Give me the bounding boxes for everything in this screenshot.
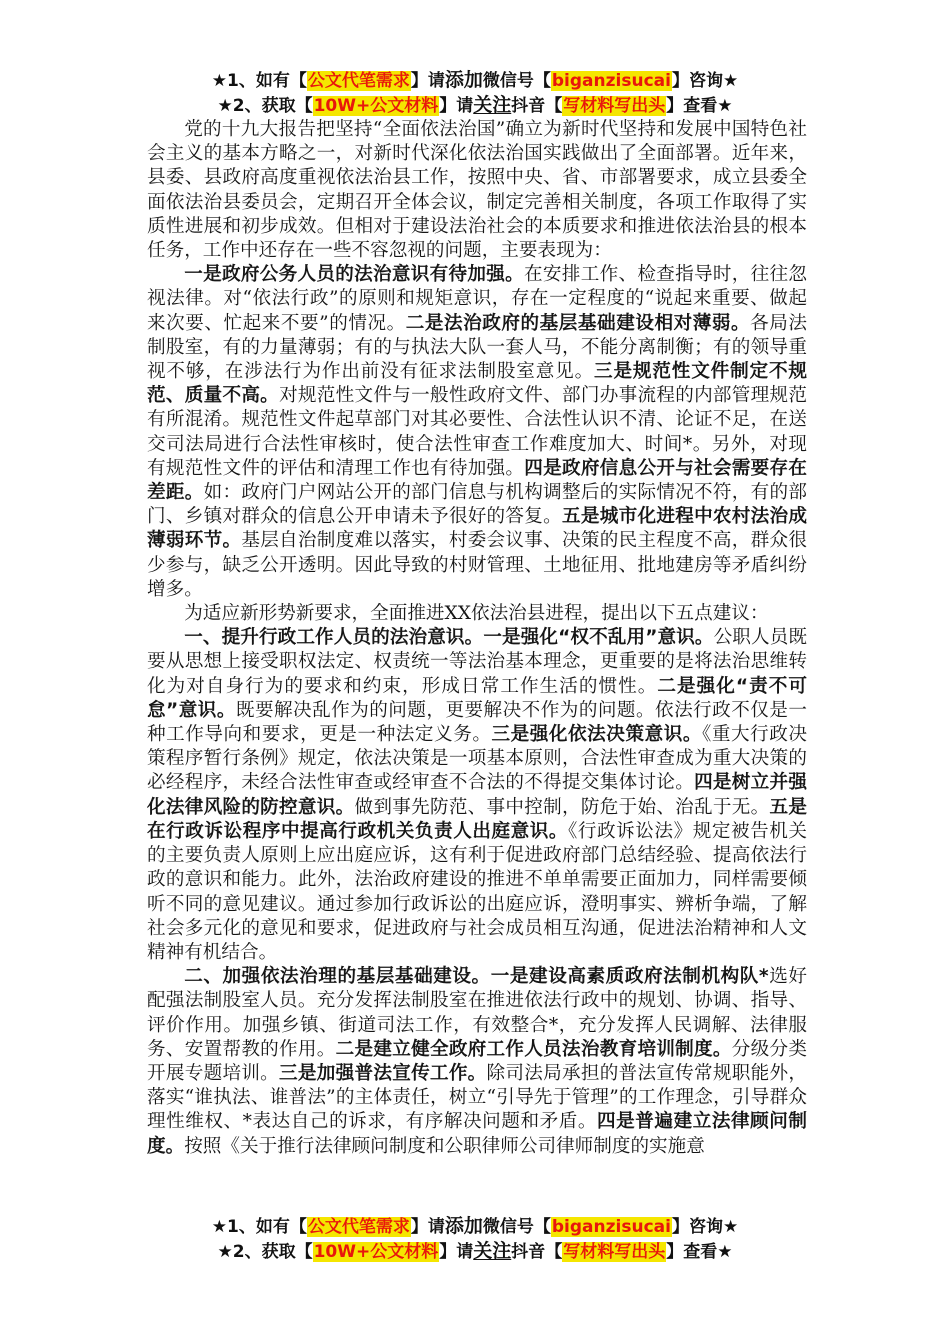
point-text: 做到事先防范、事中控制，防危于始、治乱于无。 bbox=[354, 796, 770, 818]
promo-emphasis: 关注 bbox=[473, 1240, 512, 1262]
point-heading: 四是树立并强化法律风险的防控意识。 bbox=[147, 772, 807, 818]
problem-heading: 五是城市化进程中农村法治成薄弱环节。 bbox=[147, 506, 807, 552]
promo-highlight: 10W+公文材料 bbox=[313, 1242, 439, 1262]
point-heading: 二是建立健全政府工作人员法治教育培训制度。 bbox=[335, 1038, 732, 1060]
point-heading: 四是普遍建立法律顾问制度。 bbox=[147, 1111, 807, 1157]
problem-heading: 三是规范性文件制定不规范、质量不高。 bbox=[147, 361, 807, 407]
point-text: 分级分类开展专题培训。 bbox=[147, 1038, 807, 1084]
problem-text: 各局法制股室，有的力量薄弱；有的与执法大队一套人马，不能分离制衡；有的领导重视不够，在涉法行为作出前没有征求法制股室意见。 bbox=[147, 312, 807, 383]
problem-heading: 四是政府信息公开与社会需要存在差距。 bbox=[147, 457, 807, 504]
promo-text: ★1、如有【 bbox=[211, 1217, 307, 1237]
promo-text: 】请 bbox=[439, 1242, 474, 1262]
promo-text: 】请 bbox=[439, 96, 474, 116]
suggestion-2-paragraph bbox=[147, 965, 807, 1159]
promo-highlight: 公文代笔需求 bbox=[307, 1217, 410, 1237]
point-text: 《行政诉讼法》规定被告机关的主要负责人原则上应出庭应诉，这有利于促进政府部门总结经验、提高依法行政的意识和能力。此外，法治政府建设的推进不单单需要正面加力，同样需要倾听不同的意见建议。通过参加行政诉讼的出庭应诉，澄明事实、辨析争端，了解社会多元化的意见和要求，促进政府与社会成员相互沟通，促进法治精神和人文精神有机结合。 bbox=[147, 820, 807, 963]
promo-text: 】咨询★ bbox=[671, 71, 739, 91]
problem-text: 基层自治制度难以落实，村委会议事、决策的民主程度不高，群众很少参与，缺乏公开透明。因此导致的村财管理、土地征用、批地建房等矛盾纠纷增多。 bbox=[147, 530, 807, 600]
problem-heading: 一是政府公务人员的法治意识有待加强。 bbox=[184, 264, 525, 286]
promo-text: ★2、获取【 bbox=[217, 96, 313, 116]
document-body bbox=[147, 118, 807, 1159]
promo-line-1 bbox=[0, 1214, 950, 1239]
point-heading: 三是强化依法决策意识。 bbox=[491, 724, 702, 746]
promo-highlight: 写材料写出头 bbox=[563, 1242, 666, 1262]
transition-paragraph: 为适应新形势新要求，全面推进XX依法治县进程，提出以下五点建议： bbox=[184, 603, 769, 625]
promo-text: 抖音【 bbox=[511, 96, 563, 116]
problems-paragraph bbox=[147, 263, 807, 602]
promo-text: 抖音【 bbox=[511, 1242, 563, 1262]
point-text: 既要解决乱作为的问题，更要解决不作为的问题。依法行政不仅是一种工作导向和要求，更是一种法定义务。 bbox=[147, 699, 807, 746]
point-heading: 一是建设高素质政府法制机构队* bbox=[490, 966, 769, 988]
promo-highlight: biganzisucai bbox=[551, 1217, 671, 1237]
promo-emphasis: 添加 bbox=[444, 1215, 483, 1237]
promo-text: 】请 bbox=[410, 71, 445, 91]
promo-text: 微信号【 bbox=[482, 71, 551, 91]
promo-text: 】请 bbox=[410, 1217, 445, 1237]
promo-text: ★2、获取【 bbox=[217, 1242, 313, 1262]
point-text: 按照《关于推行法律顾问制度和公职律师公司律师制度的实施意 bbox=[184, 1135, 705, 1157]
intro-paragraph: 党的十九大报告把坚持“全面依法治国”确立为新时代坚持和发展中国特色社会主义的基本方略之一，对新时代深化依法治国实践做出了全面部署。近年来，县委、县政府高度重视依法治县工作，按照中央、省、市部署要求，成立县委全面依法治县委员会，定期召开全体会议，制定完善相关制度，各项工作取得了实质性进展和初步成效。但相对于建设法治社会的本质要求和推进依法治县的根本任务，工作中还存在一些不容忽视的问题，主要表现为： bbox=[147, 119, 807, 262]
promo-text: ★1、如有【 bbox=[211, 71, 307, 91]
promo-text: 微信号【 bbox=[482, 1217, 551, 1237]
problem-text: 在安排工作、检查指导时，往往忽视法律。对“依法行政”的原则和规矩意识，存在一定程度的“说起来重要、做起来次要、忙起来不要”的情况。 bbox=[147, 264, 807, 334]
promo-text: 】查看★ bbox=[666, 1242, 733, 1262]
point-heading: 一是强化“权不乱用”意识。 bbox=[483, 627, 714, 649]
point-text: 《重大行政决策程序暂行条例》规定，依法决策是一项基本原则，合法性审查成为重大决策的必经程序，未经合法性审查或经审查不合法的不得提交集体讨论。 bbox=[147, 724, 807, 794]
point-heading: 三是加强普法宣传工作。 bbox=[279, 1062, 487, 1084]
promo-highlight: 写材料写出头 bbox=[563, 96, 666, 116]
promo-highlight: biganzisucai bbox=[551, 71, 671, 91]
promo-banner-bottom bbox=[0, 1214, 950, 1264]
suggestion-1-paragraph bbox=[147, 626, 807, 965]
promo-highlight: 公文代笔需求 bbox=[307, 71, 410, 91]
problem-heading: 二是法治政府的基层基础建设相对薄弱。 bbox=[405, 312, 751, 334]
promo-line-2 bbox=[0, 93, 950, 118]
promo-emphasis: 关注 bbox=[473, 94, 512, 116]
promo-line-2 bbox=[0, 1239, 950, 1264]
point-heading: 五是在行政诉讼程序中提高行政机关负责人出庭意识。 bbox=[147, 796, 807, 842]
section-heading: 二、加强依法治理的基层基础建设。 bbox=[184, 966, 491, 988]
point-text: 公职人员既要从思想上接受职权法定、权责统一等法治基本理念，更重要的是将法治思维转化为对自身行为的要求和约束，形成日常工作生活的惯性。 bbox=[147, 627, 807, 697]
promo-emphasis: 添加 bbox=[444, 69, 483, 91]
point-heading: 二是强化“责不可怠”意识。 bbox=[147, 675, 807, 721]
point-text: 选好配强法制股室人员。充分发挥法制股室在推进依法行政中的规划、协调、指导、评价作用。加强乡镇、街道司法工作，有效整合*，充分发挥人民调解、法律服务、安置帮教的作用。 bbox=[147, 966, 807, 1060]
promo-highlight: 10W+公文材料 bbox=[313, 96, 439, 116]
promo-text: 】咨询★ bbox=[671, 1217, 739, 1237]
promo-line-1 bbox=[0, 68, 950, 93]
promo-text: 】查看★ bbox=[666, 96, 733, 116]
point-text: 除司法局承担的普法宣传常规职能外，落实“谁执法、谁普法”的主体责任，树立“引导先于管理”的工作理念，引导群众理性维权、*表达自己的诉求，有序解决问题和矛盾。 bbox=[147, 1062, 807, 1133]
promo-banner-top bbox=[0, 68, 950, 118]
section-heading: 一、提升行政工作人员的法治意识。 bbox=[184, 627, 484, 649]
problem-text: 对规范性文件与一般性政府文件、部门办事流程的内部管理规范有所混淆。规范性文件起草部门对其必要性、合法性认识不清、论证不足，在送交司法局进行合法性审核时，使合法性审查工作难度加大、时间*。另外，对现有规范性文件的评估和清理工作也有待加强。 bbox=[147, 385, 807, 479]
problem-text: 如：政府门户网站公开的部门信息与机构调整后的实际情况不符，有的部门、乡镇对群众的信息公开申请未予很好的答复。 bbox=[147, 482, 807, 528]
